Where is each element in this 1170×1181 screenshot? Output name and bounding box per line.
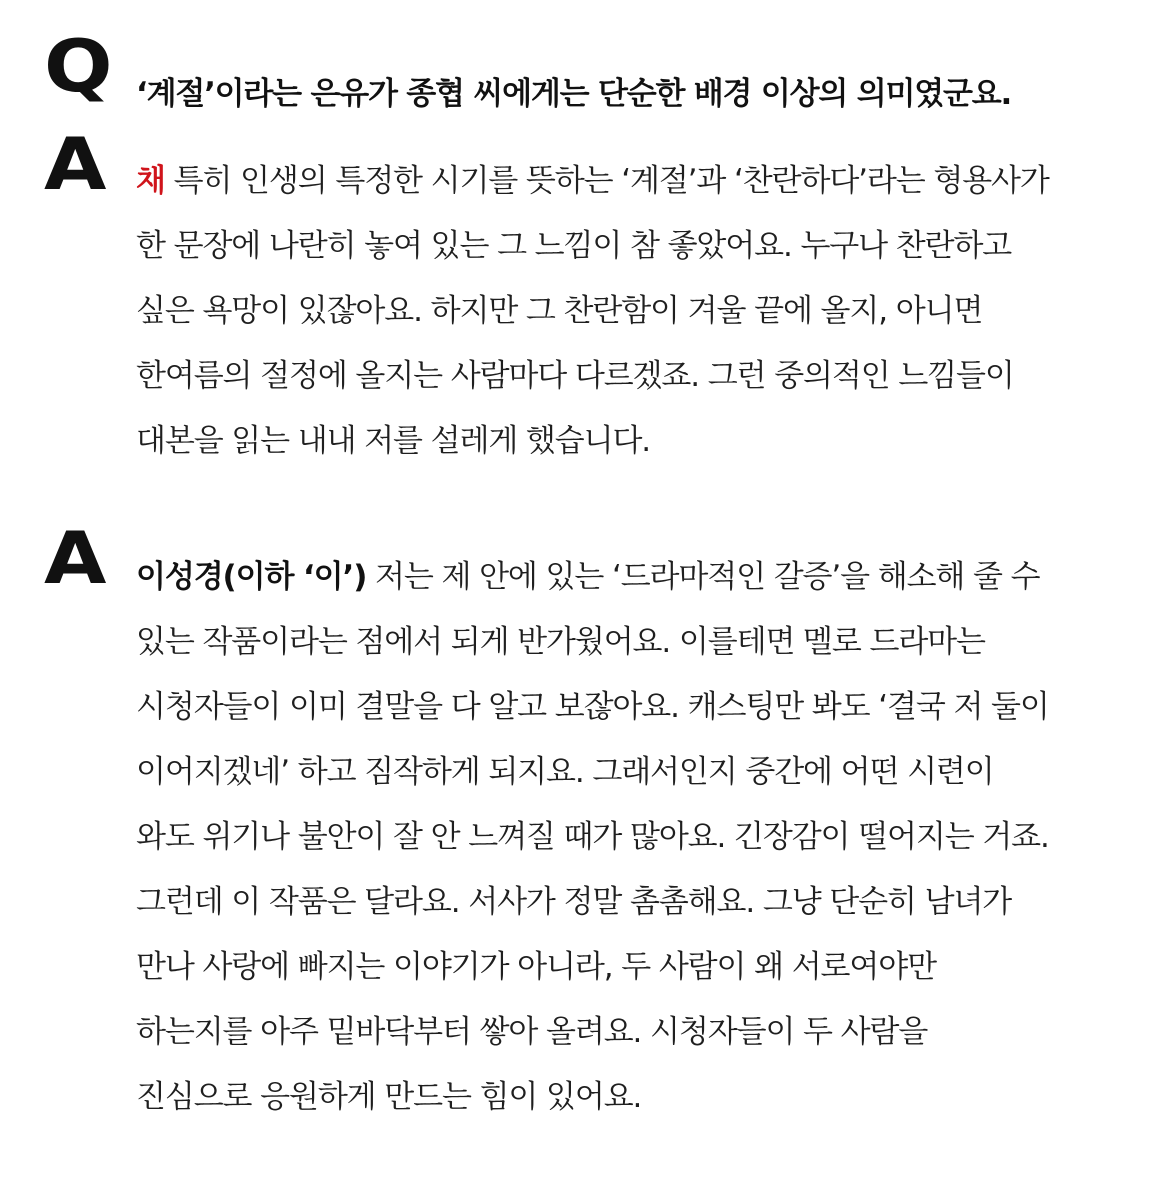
answer-line: 대본을 읽는 내내 저를 설레게 했습니다. — [136, 423, 651, 459]
answer-line: 이어지겠네’ 하고 짐작하게 되지요. 그래서인지 중간에 어떤 시련이 — [136, 754, 994, 790]
answer-line: 있는 작품이라는 점에서 되게 반가웠어요. 이를테면 멜로 드라마는 — [136, 624, 985, 660]
answer-marker: A — [44, 122, 107, 206]
answer-line: 만나 사랑에 빠지는 이야기가 아니라, 두 사람이 왜 서로여야만 — [136, 949, 936, 985]
answer-line: 이성경(이하 ‘이’) 저는 제 안에 있는 ‘드라마적인 갈증’을 해소해 줄 수 — [136, 559, 1040, 595]
question-text: ‘계절’이라는 은유가 종협 씨에게는 단순한 배경 이상의 의미였군요. — [136, 76, 1012, 112]
question-marker: Q — [44, 24, 113, 108]
answer-line: 한 문장에 나란히 놓여 있는 그 느낌이 참 좋았어요. 누구나 찬란하고 — [136, 228, 1012, 264]
speaker-name: 이성경(이하 ‘이’) — [136, 559, 367, 595]
answer-line: 시청자들이 이미 결말을 다 알고 보잖아요. 캐스팅만 봐도 ‘결국 저 둘이 — [136, 689, 1049, 725]
answer-line: 그런데 이 작품은 달라요. 서사가 정말 촘촘해요. 그냥 단순히 남녀가 — [136, 884, 1012, 920]
answer-paragraph-chae — [136, 149, 1136, 474]
answer-paragraph-lee — [136, 545, 1136, 1130]
answer-line: 싶은 욕망이 있잖아요. 하지만 그 찬란함이 겨울 끝에 올지, 아니면 — [136, 293, 983, 329]
answer-line: 진심으로 응원하게 만드는 힘이 있어요. — [136, 1079, 642, 1115]
answer-marker: A — [44, 516, 107, 600]
answer-line: 하는지를 아주 밑바닥부터 쌓아 올려요. 시청자들이 두 사람을 — [136, 1014, 928, 1050]
answer-line: 채 특히 인생의 특정한 시기를 뜻하는 ‘계절’과 ‘찬란하다’라는 형용사가 — [136, 163, 1049, 199]
answer-line: 한여름의 절정에 올지는 사람마다 다르겠죠. 그런 중의적인 느낌들이 — [136, 358, 1014, 394]
answer-line: 와도 위기나 불안이 잘 안 느껴질 때가 많아요. 긴장감이 떨어지는 거죠. — [136, 819, 1049, 855]
speaker-name: 채 — [136, 163, 165, 199]
